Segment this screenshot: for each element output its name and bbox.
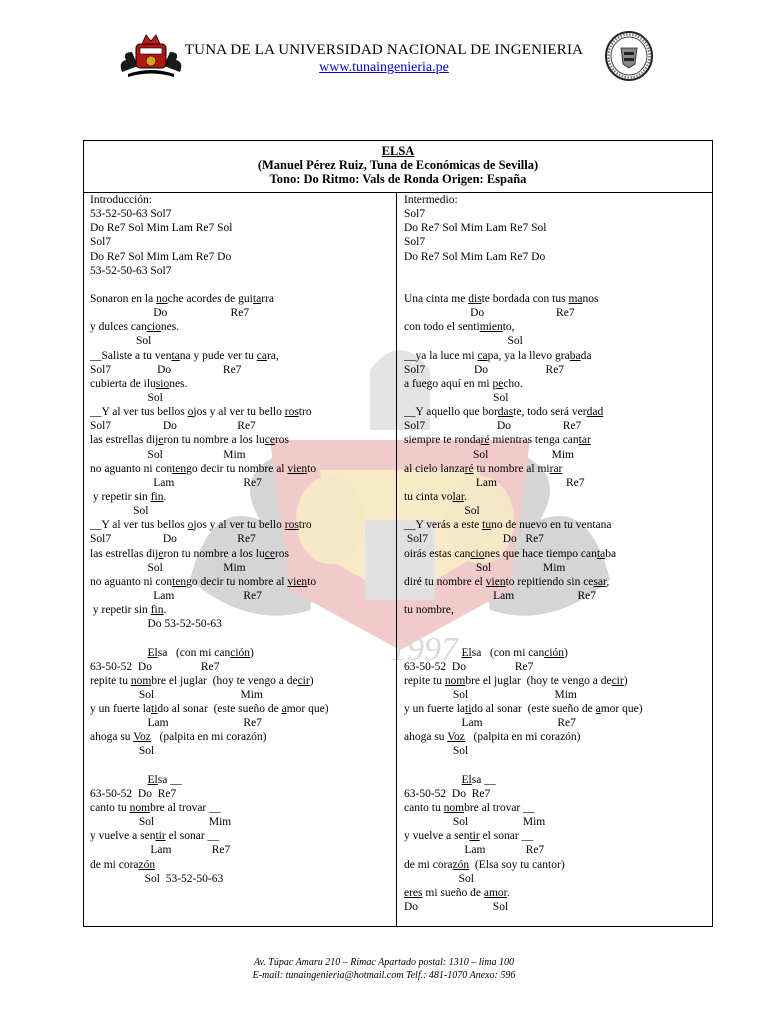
lyric-line: Sol (404, 872, 474, 885)
lyric-line: oirás estas canciones que hace tiempo cantaba (404, 547, 617, 560)
song-author: (Manuel Pérez Ruiz, Tuna de Económicas de Sevilla) (257, 158, 539, 172)
lyric-line: Lam Re7 (404, 717, 576, 730)
lyric-line: Sol Mim (404, 561, 566, 574)
lyric-line: Lam Re7 (90, 717, 262, 730)
lyric-line: 63-50-52 Do Re7 (404, 787, 491, 800)
lyric-line: Lam Re7 (90, 476, 262, 489)
lyric-line: tu cinta volar. (404, 490, 467, 503)
lyric-line: __Saliste a tu ventana y pude ver tu cara, (90, 349, 279, 362)
song-meta: Tono: Do Ritmo: Vals de Ronda Origen: España (269, 172, 527, 186)
lyric-line: no aguanto ni contengo decir tu nombre al viento (90, 462, 317, 475)
lyric-line: __ya la luce mi capa, ya la llevo grabada (404, 349, 592, 362)
lyric-line: Sol 53-52-50-63 (90, 872, 224, 885)
lyric-line: Do Re7 Sol Mim Lam Re7 Do (404, 250, 546, 263)
lyric-line: Sol (404, 745, 469, 758)
lyric-line: Do Re7 Sol Mim Lam Re7 Do (90, 250, 232, 263)
lyric-line: Sol (90, 335, 152, 348)
lyric-line: y vuelve a sentir el sonar __ (404, 830, 534, 843)
lyric-line: Sol Mim (90, 561, 246, 574)
lyric-line: Do Re7 Sol Mim Lam Re7 Sol (404, 222, 547, 235)
lyric-line: a fuego aquí en mi pecho. (404, 377, 523, 390)
lyric-line: y dulces canciones. (90, 321, 180, 334)
lyric-line: Lam Re7 (404, 844, 545, 857)
lyric-line: Elsa __ (147, 773, 182, 786)
website-link[interactable]: www.tunaingenieria.pe (319, 60, 449, 75)
lyric-line: Introducción: (90, 194, 152, 206)
lyric-line: Sonaron en la noche acordes de guitarra (90, 292, 274, 305)
lyric-line: de mi corazón (90, 858, 156, 871)
lyric-line: Sol (90, 391, 163, 404)
lyric-line: Sol Mim (90, 448, 246, 461)
lyric-line: tu nombre, (404, 604, 454, 617)
lyric-line: Do Re7 (404, 307, 575, 320)
lyric-line: Sol Mim (90, 688, 263, 701)
lyric-line: 63-50-52 Do Re7 (90, 660, 220, 673)
organization-title: TUNA DE LA UNIVERSIDAD NACIONAL DE INGENIERIA (184, 42, 584, 58)
song-title: ELSA (381, 144, 415, 158)
lyric-line: Elsa (con mi canción) (461, 646, 568, 659)
lyric-line: diré tu nombre el viento repitiendo sin cesar, (404, 575, 610, 588)
lyric-line: Sol Mim (404, 816, 546, 829)
lyric-line (90, 759, 396, 773)
lyric-line: las estrellas dijeron tu nombre a los luceros (90, 434, 289, 447)
lyric-line: Elsa (con mi canción) (147, 646, 254, 659)
lyric-line: Intermedio: (404, 194, 458, 206)
lyric-line: Lam Re7 (90, 589, 262, 602)
lyric-line: Do Sol (404, 901, 509, 914)
right-column-lyrics (397, 193, 712, 926)
lyric-line: 63-50-52 Do Re7 (90, 787, 177, 800)
lyric-line: y repetir sin fin. (90, 490, 167, 503)
lyric-line: Do Re7 (90, 307, 250, 320)
lyric-line: __Y al ver tus bellos ojos y al ver tu bello rostro (90, 519, 312, 532)
lyric-line: Elsa __ (461, 773, 496, 786)
lyric-line: Sol (404, 335, 523, 348)
lyric-line (404, 759, 712, 773)
lyric-line: Sol7 Do Re7 (404, 420, 582, 433)
footer-contact (0, 956, 768, 982)
lyric-line: Lam Re7 (404, 589, 596, 602)
lyric-line: Una cinta me diste bordada con tus manos (404, 292, 599, 305)
lyric-line: y repetir sin fin. (90, 604, 167, 617)
lyric-line: Sol7 Do Re7 (404, 363, 565, 376)
lyric-line (404, 264, 712, 278)
lyric-line: Sol7 Do Re7 (90, 363, 242, 376)
university-seal-logo (604, 30, 654, 82)
lyric-line: de mi corazón (Elsa soy tu cantor) (404, 858, 565, 871)
lyric-line: repite tu nombre el juglar (hoy te vengo a decir) (90, 674, 314, 687)
lyric-line: Sol (90, 505, 149, 518)
lyric-line: no aguanto ni contengo decir tu nombre al viento (90, 575, 317, 588)
lyric-line: Sol (404, 391, 509, 404)
lyric-line: 63-50-52 Do Re7 (404, 660, 534, 673)
lyric-line: repite tu nombre el juglar (hoy te vengo a decir) (404, 674, 628, 687)
lyric-line: ahoga su Voz (palpita en mi corazón) (90, 731, 267, 744)
lyric-line: las estrellas dijeron tu nombre a los luceros (90, 547, 289, 560)
lyric-line: __Y al ver tus bellos ojos y al ver tu bello rostro (90, 406, 312, 419)
lyric-line: cubierta de ilusiones. (90, 377, 188, 390)
lyric-line: Sol7 Do Re7 (90, 533, 256, 546)
lyric-line (404, 617, 712, 631)
lyric-line: Sol7 (404, 236, 426, 249)
footer-email-phone: E-mail: tunaingenieria@hotmail.com Telf.: 481-1070 Anexo: 596 (252, 970, 516, 981)
lyric-line: con todo el sentimiento, (404, 321, 515, 334)
lyric-line: Sol7 (404, 208, 426, 221)
footer-address: Av. Túpac Amaru 210 – Rímac Apartado postal: 1310 – lima 100 (254, 957, 514, 968)
lyric-line: Sol Mim (90, 816, 232, 829)
lyric-line (90, 278, 396, 292)
lyric-line: Lam Re7 (90, 844, 231, 857)
lyric-line: 53-52-50-63 Sol7 (90, 208, 172, 221)
lyric-line: Sol7 Do Re7 (90, 420, 256, 433)
lyric-line: canto tu nombre al trovar __ (404, 802, 535, 815)
lyric-line: Sol (404, 505, 480, 518)
lyric-line: Sol Mim (404, 688, 577, 701)
lyric-line: __Y aquello que bordaste, todo será verdad (404, 406, 604, 419)
lyric-line: y un fuerte latido al sonar (este sueño de amor que) (404, 703, 643, 716)
lyric-line: y un fuerte latido al sonar (este sueño de amor que) (90, 703, 329, 716)
lyric-line (90, 631, 396, 645)
song-sheet-frame (83, 140, 713, 927)
lyric-line: Do 53-52-50-63 (90, 618, 222, 631)
lyric-line: canto tu nombre al trovar __ (90, 802, 221, 815)
lyric-line (404, 278, 712, 292)
watermark-year: 1997 (390, 631, 458, 668)
lyric-line: siempre te rondaré mientras tenga cantar (404, 434, 591, 447)
lyric-line: Sol7 Do Re7 (404, 533, 544, 546)
lyric-line: Sol Mim (404, 448, 574, 461)
lyric-line: __Y verás a este tuno de nuevo en tu ventana (404, 519, 612, 532)
lyric-line: Sol7 (90, 236, 112, 249)
lyric-line: y vuelve a sentir el sonar __ (90, 830, 220, 843)
lyric-line: al cielo lanzaré tu nombre al mirar (404, 462, 563, 475)
lyric-line: 53-52-50-63 Sol7 (90, 264, 172, 277)
lyric-line: ahoga su Voz (palpita en mi corazón) (404, 731, 581, 744)
lyric-line (404, 631, 712, 645)
lyric-line: Sol (90, 745, 155, 758)
lyric-line: eres mi sueño de amor. (404, 886, 510, 899)
song-header (84, 141, 712, 193)
left-column-lyrics (84, 193, 397, 926)
lyric-line: Do Re7 Sol Mim Lam Re7 Sol (90, 222, 233, 235)
lyric-line: Lam Re7 (404, 476, 585, 489)
